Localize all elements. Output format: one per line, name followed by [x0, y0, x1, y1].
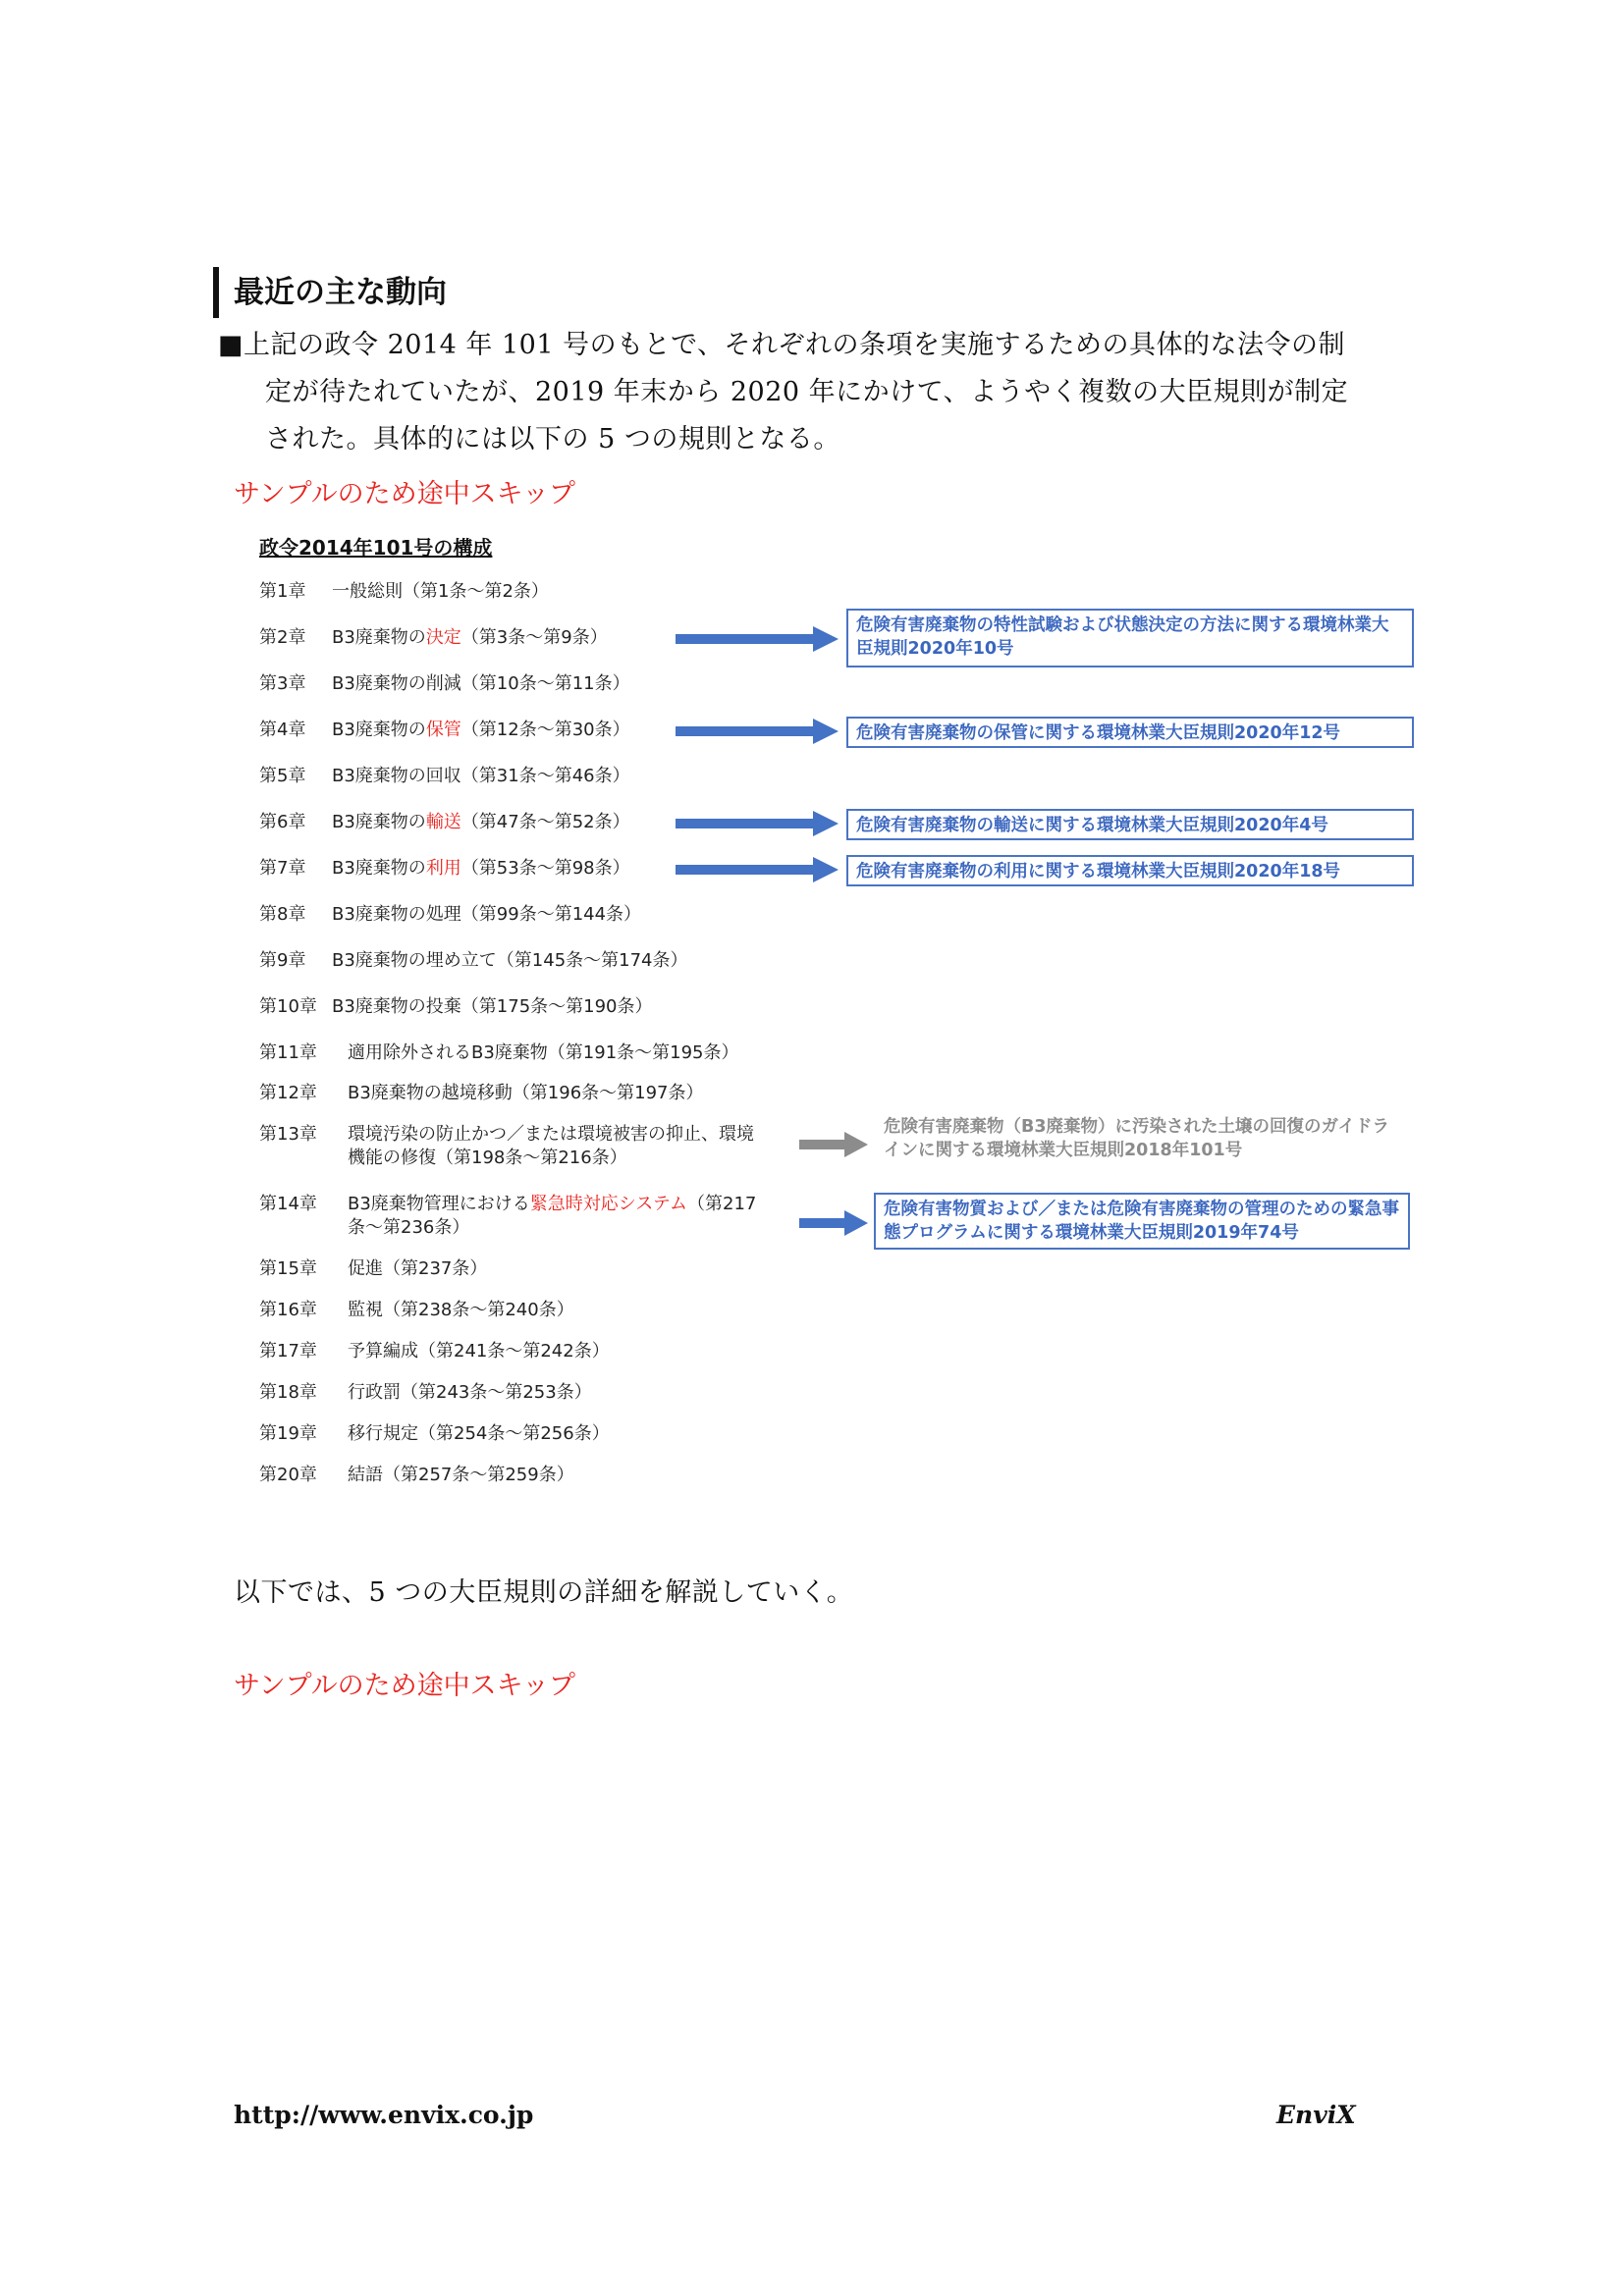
chapter-title: B3廃棄物の越境移動（第196条～第197条）	[348, 1083, 704, 1103]
chapter-title: B3廃棄物の回収（第31条～第46条）	[332, 766, 630, 786]
chapter-number: 第14章	[259, 1194, 317, 1214]
chapter-title: 環境汚染の防止かつ／または環境被害の抑止、環境機能の修復（第198条～第216条）	[348, 1124, 754, 1168]
chapter-number: 第9章	[259, 950, 306, 971]
chapter-title: B3廃棄物の処理（第99条～第144条）	[332, 904, 642, 925]
chapter-number: 第7章	[259, 858, 306, 879]
chapter-title: B3廃棄物の輸送（第47条～第52条）	[332, 812, 630, 832]
chapter-number: 第10章	[259, 996, 317, 1017]
chapter-number: 第4章	[259, 720, 306, 740]
chapter-title: 一般総則（第1条～第2条）	[332, 581, 549, 602]
right-arrow-icon	[676, 624, 840, 654]
chapter-title: 促進（第237条）	[348, 1258, 488, 1279]
chapter-title: B3廃棄物の埋め立て（第145条～第174条）	[332, 950, 688, 971]
right-arrow-icon	[676, 717, 840, 746]
chapter-title: 適用除外されるB3廃棄物（第191条～第195条）	[348, 1042, 739, 1063]
chapter-title: B3廃棄物の削減（第10条～第11条）	[332, 673, 630, 694]
chapter-title: B3廃棄物の決定（第3条～第9条）	[332, 627, 608, 648]
right-arrow-icon	[799, 1130, 870, 1159]
regulation-box: 危険有害廃棄物の特性試験および状態決定の方法に関する環境林業大臣規則2020年10号	[846, 609, 1414, 667]
chapter-number: 第19章	[259, 1423, 317, 1444]
chapter-number: 第15章	[259, 1258, 317, 1279]
chapter-title: B3廃棄物の保管（第12条～第30条）	[332, 720, 630, 740]
regulation-note-gray: 危険有害廃棄物（B3廃棄物）に汚染された土壌の回復のガイドラインに関する環境林業大臣規則2018年101号	[884, 1117, 1389, 1160]
heading-bar	[213, 267, 219, 318]
chapter-number: 第2章	[259, 627, 306, 648]
chapter-number: 第11章	[259, 1042, 317, 1063]
chapter-number: 第12章	[259, 1083, 317, 1103]
intro-line-1: ■上記の政令 2014 年 101 号のもとで、それぞれの条項を実施するための具体的な法令の制	[218, 330, 1346, 360]
intro-line-2: 定が待たれていたが、2019 年末から 2020 年にかけて、ようやく複数の大臣規則が制定	[265, 377, 1349, 407]
chapter-title: B3廃棄物管理における緊急時対応システム（第217条～第236条）	[348, 1194, 757, 1238]
chapter-number: 第16章	[259, 1300, 317, 1320]
chapter-title: 予算編成（第241条～第242条）	[348, 1341, 610, 1362]
footer-url: http://www.envix.co.jp	[234, 2101, 534, 2129]
chapter-title: 移行規定（第254条～第256条）	[348, 1423, 610, 1444]
regulation-box: 危険有害廃棄物の利用に関する環境林業大臣規則2020年18号	[846, 855, 1414, 886]
skip-note: サンプルのため途中スキップ	[234, 479, 576, 509]
regulation-box: 危険有害廃棄物の保管に関する環境林業大臣規則2020年12号	[846, 717, 1414, 748]
chapter-title: B3廃棄物の投棄（第175条～第190条）	[332, 996, 653, 1017]
chapter-title: 監視（第238条～第240条）	[348, 1300, 574, 1320]
chapter-number: 第6章	[259, 812, 306, 832]
skip-note: サンプルのため途中スキップ	[234, 1671, 576, 1701]
right-arrow-icon	[676, 809, 840, 838]
section-heading: 最近の主な動向	[234, 275, 447, 310]
footer-brand: EnviX	[1276, 2101, 1356, 2129]
chapter-number: 第20章	[259, 1465, 317, 1485]
chapter-title: 結語（第257条～第259条）	[348, 1465, 574, 1485]
chapter-number: 第18章	[259, 1382, 317, 1403]
chapter-number: 第17章	[259, 1341, 317, 1362]
chapter-number: 第1章	[259, 581, 306, 602]
outro-text: 以下では、5 つの大臣規則の詳細を解説していく。	[234, 1577, 854, 1608]
chapter-title: B3廃棄物の利用（第53条～第98条）	[332, 858, 630, 879]
chapter-number: 第5章	[259, 766, 306, 786]
chapter-number: 第3章	[259, 673, 306, 694]
regulation-box: 危険有害廃棄物の輸送に関する環境林業大臣規則2020年4号	[846, 809, 1414, 840]
chapter-number: 第13章	[259, 1124, 317, 1145]
intro-line-3: された。具体的には以下の 5 つの規則となる。	[265, 424, 840, 454]
right-arrow-icon	[799, 1208, 870, 1238]
figure-title: 政令2014年101号の構成	[259, 536, 493, 560]
chapter-number: 第8章	[259, 904, 306, 925]
regulation-box: 危険有害物質および／または危険有害廃棄物の管理のための緊急事態プログラムに関する環境林業大臣規則2019年74号	[874, 1193, 1410, 1250]
right-arrow-icon	[676, 855, 840, 884]
chapter-title: 行政罰（第243条～第253条）	[348, 1382, 592, 1403]
